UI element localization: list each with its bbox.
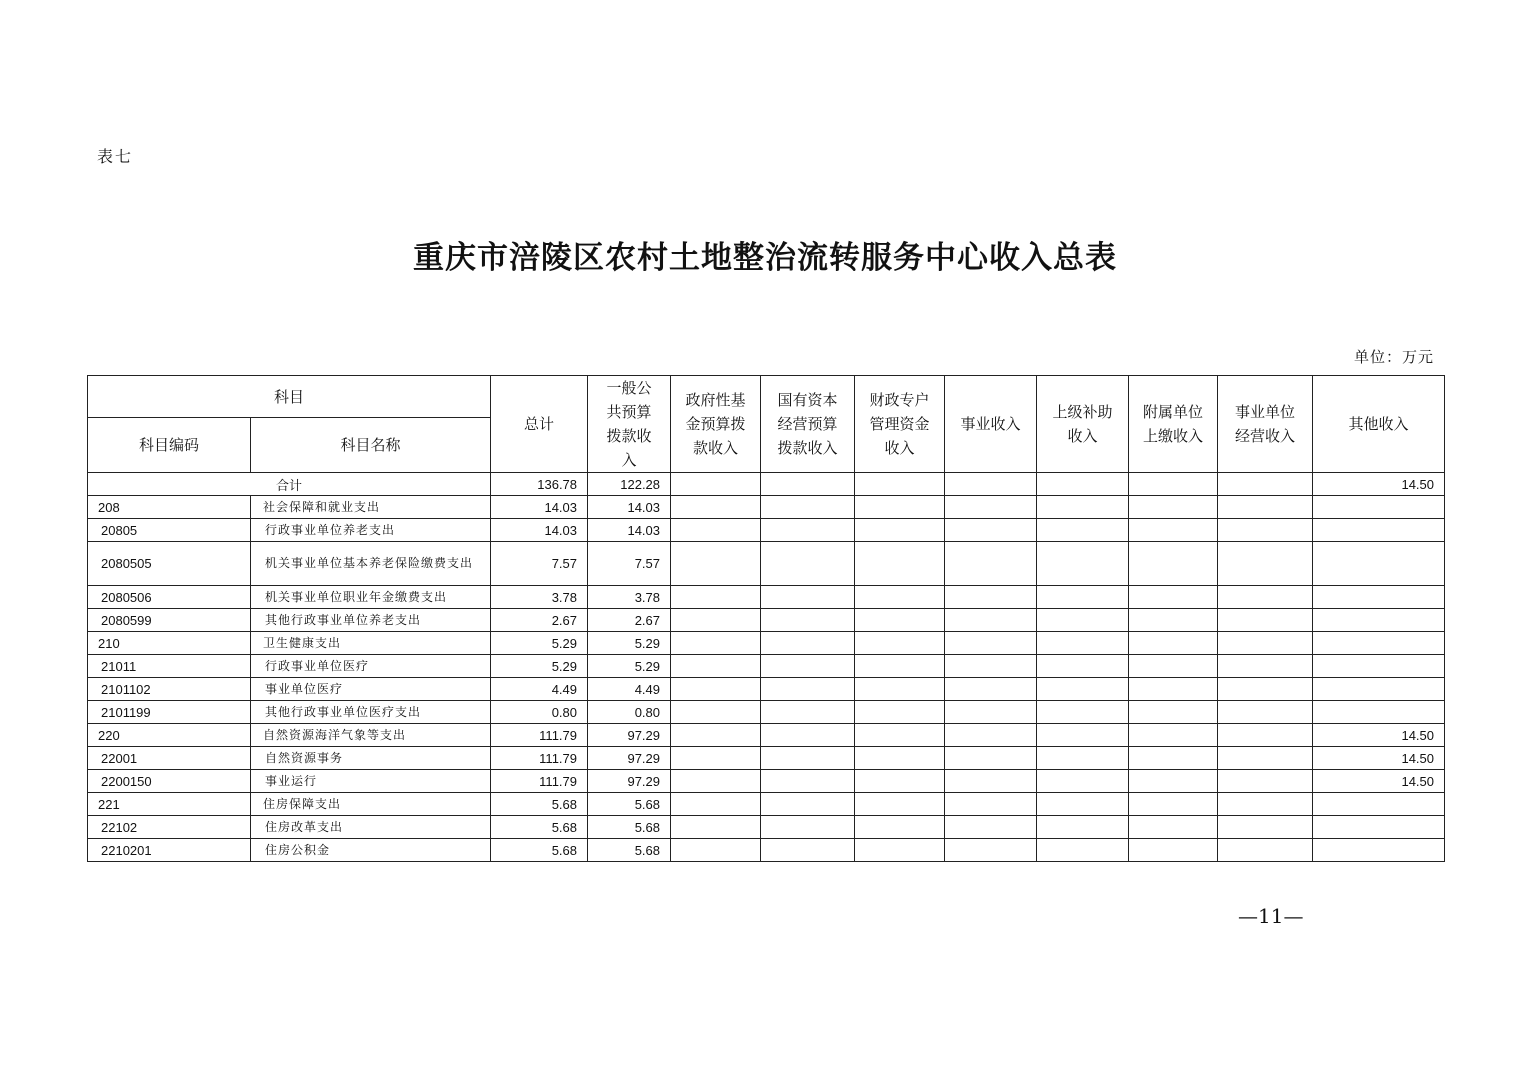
value-cell	[671, 609, 761, 632]
value-cell	[1313, 632, 1445, 655]
value-cell: 7.57	[491, 542, 588, 586]
subject-name: 住房公积金	[251, 839, 491, 862]
subject-code: 22001	[88, 747, 251, 770]
header-general-budget	[588, 376, 671, 473]
subject-code: 20805	[88, 519, 251, 542]
table-row	[88, 632, 1445, 655]
total-cell	[761, 473, 855, 496]
value-cell	[855, 701, 945, 724]
value-cell	[945, 655, 1037, 678]
value-cell	[855, 496, 945, 519]
value-cell	[1313, 542, 1445, 586]
value-cell	[1313, 586, 1445, 609]
subject-code: 2080505	[88, 542, 251, 586]
total-cell: 136.78	[491, 473, 588, 496]
header-line: 附属单位	[1143, 403, 1204, 421]
value-cell	[671, 586, 761, 609]
value-cell: 14.50	[1313, 770, 1445, 793]
unit-label: 单位：万元	[1353, 348, 1434, 366]
header-line: 入	[621, 451, 637, 469]
subject-name: 机关事业单位基本养老保险缴费支出	[251, 542, 491, 586]
value-cell	[1129, 839, 1218, 862]
subject-name: 事业运行	[251, 770, 491, 793]
subject-name: 住房保障支出	[251, 793, 491, 816]
value-cell	[1129, 793, 1218, 816]
subject-name: 自然资源事务	[251, 747, 491, 770]
value-cell	[761, 632, 855, 655]
value-cell: 97.29	[588, 770, 671, 793]
value-cell	[1129, 519, 1218, 542]
value-cell	[671, 496, 761, 519]
value-cell	[1313, 496, 1445, 519]
value-cell	[761, 655, 855, 678]
header-affiliate-remit	[1129, 376, 1218, 473]
table-label: 表七	[97, 147, 134, 166]
header-line: 经营预算	[777, 415, 838, 433]
value-cell	[1129, 816, 1218, 839]
header-line: 拨款收	[606, 427, 652, 445]
table-row	[88, 724, 1445, 747]
header-line: 政府性基	[685, 391, 746, 409]
total-cell	[945, 473, 1037, 496]
total-cell	[671, 473, 761, 496]
value-cell: 2.67	[491, 609, 588, 632]
value-cell	[1129, 586, 1218, 609]
value-cell	[761, 678, 855, 701]
value-cell	[1129, 701, 1218, 724]
header-subject-code: 科目编码	[88, 418, 251, 473]
value-cell	[671, 839, 761, 862]
value-cell	[761, 701, 855, 724]
value-cell	[1037, 724, 1129, 747]
subject-name: 其他行政事业单位养老支出	[251, 609, 491, 632]
total-cell	[1218, 473, 1313, 496]
value-cell	[761, 519, 855, 542]
value-cell	[1218, 793, 1313, 816]
value-cell	[1129, 655, 1218, 678]
subject-name: 卫生健康支出	[251, 632, 491, 655]
header-operating-income	[1218, 376, 1313, 473]
value-cell	[671, 701, 761, 724]
table-row	[88, 701, 1445, 724]
subject-name: 住房改革支出	[251, 816, 491, 839]
value-cell: 97.29	[588, 724, 671, 747]
value-cell	[945, 793, 1037, 816]
value-cell	[945, 542, 1037, 586]
table-row	[88, 816, 1445, 839]
header-state-capital	[761, 376, 855, 473]
value-cell	[945, 519, 1037, 542]
value-cell: 4.49	[588, 678, 671, 701]
value-cell	[855, 655, 945, 678]
value-cell	[1037, 586, 1129, 609]
subject-name: 机关事业单位职业年金缴费支出	[251, 586, 491, 609]
value-cell: 5.29	[588, 655, 671, 678]
value-cell	[1313, 816, 1445, 839]
table-header	[88, 376, 1445, 473]
value-cell	[1313, 793, 1445, 816]
value-cell	[1313, 655, 1445, 678]
value-cell	[1218, 816, 1313, 839]
total-cell	[1129, 473, 1218, 496]
subject-name: 自然资源海洋气象等支出	[251, 724, 491, 747]
value-cell	[1037, 816, 1129, 839]
value-cell: 14.50	[1313, 724, 1445, 747]
value-cell	[1313, 519, 1445, 542]
value-cell	[761, 839, 855, 862]
value-cell	[1313, 678, 1445, 701]
page-number: —11—	[1238, 904, 1304, 928]
value-cell	[1037, 747, 1129, 770]
value-cell	[855, 839, 945, 862]
value-cell: 3.78	[491, 586, 588, 609]
header-line: 拨款收入	[777, 439, 838, 457]
table-row	[88, 793, 1445, 816]
subject-code: 210	[88, 632, 251, 655]
subject-code: 2210201	[88, 839, 251, 862]
value-cell	[1218, 519, 1313, 542]
value-cell: 7.57	[588, 542, 671, 586]
table-row	[88, 747, 1445, 770]
header-superior-subsidy	[1037, 376, 1129, 473]
value-cell	[1218, 747, 1313, 770]
subject-code: 221	[88, 793, 251, 816]
header-row-1	[88, 376, 1445, 418]
table-row	[88, 770, 1445, 793]
value-cell	[1129, 724, 1218, 747]
value-cell	[1037, 701, 1129, 724]
total-cell: 14.50	[1313, 473, 1445, 496]
table-row	[88, 519, 1445, 542]
header-line: 共预算	[606, 403, 652, 421]
value-cell	[855, 678, 945, 701]
value-cell	[761, 747, 855, 770]
value-cell	[855, 747, 945, 770]
value-cell	[1037, 519, 1129, 542]
total-row	[88, 473, 1445, 496]
value-cell	[1037, 793, 1129, 816]
value-cell	[1129, 632, 1218, 655]
value-cell	[671, 632, 761, 655]
value-cell	[671, 655, 761, 678]
value-cell	[1218, 496, 1313, 519]
value-cell: 5.29	[588, 632, 671, 655]
value-cell: 0.80	[491, 701, 588, 724]
value-cell: 14.03	[588, 519, 671, 542]
value-cell: 5.68	[588, 793, 671, 816]
value-cell	[855, 816, 945, 839]
header-line: 事业收入	[960, 415, 1021, 433]
header-business-income	[945, 376, 1037, 473]
subject-name: 行政事业单位养老支出	[251, 519, 491, 542]
value-cell: 5.29	[491, 632, 588, 655]
subject-code: 208	[88, 496, 251, 519]
value-cell	[855, 724, 945, 747]
value-cell	[945, 496, 1037, 519]
value-cell	[671, 747, 761, 770]
value-cell	[855, 586, 945, 609]
value-cell	[855, 632, 945, 655]
value-cell	[761, 586, 855, 609]
value-cell	[855, 542, 945, 586]
header-line: 收入	[1067, 427, 1098, 445]
value-cell	[1218, 609, 1313, 632]
value-cell	[671, 542, 761, 586]
header-line: 上缴收入	[1143, 427, 1204, 445]
value-cell	[761, 609, 855, 632]
value-cell	[1218, 678, 1313, 701]
value-cell	[671, 678, 761, 701]
value-cell	[1218, 632, 1313, 655]
value-cell	[945, 678, 1037, 701]
income-summary-table	[87, 375, 1445, 862]
value-cell	[1037, 655, 1129, 678]
header-line: 管理资金	[869, 415, 930, 433]
value-cell	[761, 793, 855, 816]
value-cell	[945, 839, 1037, 862]
value-cell	[1218, 839, 1313, 862]
header-line: 国有资本	[777, 391, 838, 409]
subject-code: 220	[88, 724, 251, 747]
value-cell	[671, 724, 761, 747]
total-cell	[1037, 473, 1129, 496]
value-cell	[671, 793, 761, 816]
value-cell	[945, 701, 1037, 724]
value-cell	[855, 793, 945, 816]
value-cell	[1218, 586, 1313, 609]
value-cell: 5.68	[588, 816, 671, 839]
value-cell	[671, 770, 761, 793]
value-cell	[1218, 701, 1313, 724]
value-cell	[761, 770, 855, 793]
table-row	[88, 542, 1445, 586]
value-cell: 3.78	[588, 586, 671, 609]
value-cell	[1037, 609, 1129, 632]
value-cell: 2.67	[588, 609, 671, 632]
value-cell	[1313, 701, 1445, 724]
value-cell: 5.68	[491, 816, 588, 839]
value-cell	[1218, 542, 1313, 586]
header-line: 其他收入	[1348, 415, 1409, 433]
table-row	[88, 586, 1445, 609]
value-cell	[1037, 632, 1129, 655]
header-subject-group: 科目	[88, 376, 491, 418]
table-body	[88, 473, 1445, 862]
value-cell	[945, 586, 1037, 609]
subject-code: 21011	[88, 655, 251, 678]
subject-code: 2080506	[88, 586, 251, 609]
value-cell	[945, 724, 1037, 747]
value-cell: 14.03	[491, 496, 588, 519]
subject-code: 2200150	[88, 770, 251, 793]
page-title: 重庆市涪陵区农村土地整治流转服务中心收入总表	[413, 240, 1117, 276]
value-cell	[945, 816, 1037, 839]
value-cell	[1037, 542, 1129, 586]
header-other-income	[1313, 376, 1445, 473]
subject-name: 事业单位医疗	[251, 678, 491, 701]
table-row	[88, 678, 1445, 701]
subject-code: 2101102	[88, 678, 251, 701]
value-cell: 14.03	[588, 496, 671, 519]
header-line: 收入	[884, 439, 915, 457]
value-cell	[1313, 609, 1445, 632]
value-cell	[1218, 770, 1313, 793]
header-line: 总计	[524, 415, 555, 433]
value-cell: 111.79	[491, 770, 588, 793]
subject-name: 行政事业单位医疗	[251, 655, 491, 678]
value-cell: 5.68	[491, 793, 588, 816]
total-cell	[855, 473, 945, 496]
value-cell	[1129, 678, 1218, 701]
header-gov-fund	[671, 376, 761, 473]
value-cell	[1129, 609, 1218, 632]
value-cell	[1313, 839, 1445, 862]
value-cell	[1218, 724, 1313, 747]
header-subject-name: 科目名称	[251, 418, 491, 473]
value-cell	[761, 816, 855, 839]
value-cell	[761, 496, 855, 519]
value-cell	[1037, 770, 1129, 793]
subject-name: 社会保障和就业支出	[251, 496, 491, 519]
header-line: 事业单位	[1235, 403, 1296, 421]
subject-code: 22102	[88, 816, 251, 839]
value-cell	[945, 609, 1037, 632]
subject-code: 2101199	[88, 701, 251, 724]
header-total	[491, 376, 588, 473]
header-line: 一般公	[606, 379, 652, 397]
value-cell	[855, 770, 945, 793]
value-cell: 111.79	[491, 724, 588, 747]
value-cell: 5.29	[491, 655, 588, 678]
value-cell	[945, 770, 1037, 793]
value-cell	[945, 747, 1037, 770]
value-cell: 5.68	[491, 839, 588, 862]
value-cell	[1129, 496, 1218, 519]
value-cell	[671, 519, 761, 542]
table-row	[88, 839, 1445, 862]
value-cell	[1129, 747, 1218, 770]
header-line: 上级补助	[1052, 403, 1113, 421]
value-cell	[1218, 655, 1313, 678]
total-cell: 122.28	[588, 473, 671, 496]
subject-name: 其他行政事业单位医疗支出	[251, 701, 491, 724]
value-cell	[761, 724, 855, 747]
total-label: 合计	[88, 473, 491, 496]
value-cell	[671, 816, 761, 839]
value-cell: 0.80	[588, 701, 671, 724]
value-cell	[1037, 678, 1129, 701]
value-cell	[1129, 770, 1218, 793]
value-cell: 5.68	[588, 839, 671, 862]
header-fiscal-account	[855, 376, 945, 473]
header-line: 经营收入	[1235, 427, 1296, 445]
value-cell: 4.49	[491, 678, 588, 701]
value-cell: 111.79	[491, 747, 588, 770]
header-line: 财政专户	[869, 391, 930, 409]
value-cell: 14.03	[491, 519, 588, 542]
value-cell	[855, 519, 945, 542]
header-line: 金预算拨	[685, 415, 746, 433]
table-row	[88, 609, 1445, 632]
value-cell	[1129, 542, 1218, 586]
value-cell	[1037, 496, 1129, 519]
value-cell	[761, 542, 855, 586]
value-cell	[855, 609, 945, 632]
header-line: 款收入	[693, 439, 739, 457]
subject-code: 2080599	[88, 609, 251, 632]
value-cell: 97.29	[588, 747, 671, 770]
table-row	[88, 496, 1445, 519]
value-cell	[945, 632, 1037, 655]
value-cell	[1037, 839, 1129, 862]
table-row	[88, 655, 1445, 678]
value-cell: 14.50	[1313, 747, 1445, 770]
